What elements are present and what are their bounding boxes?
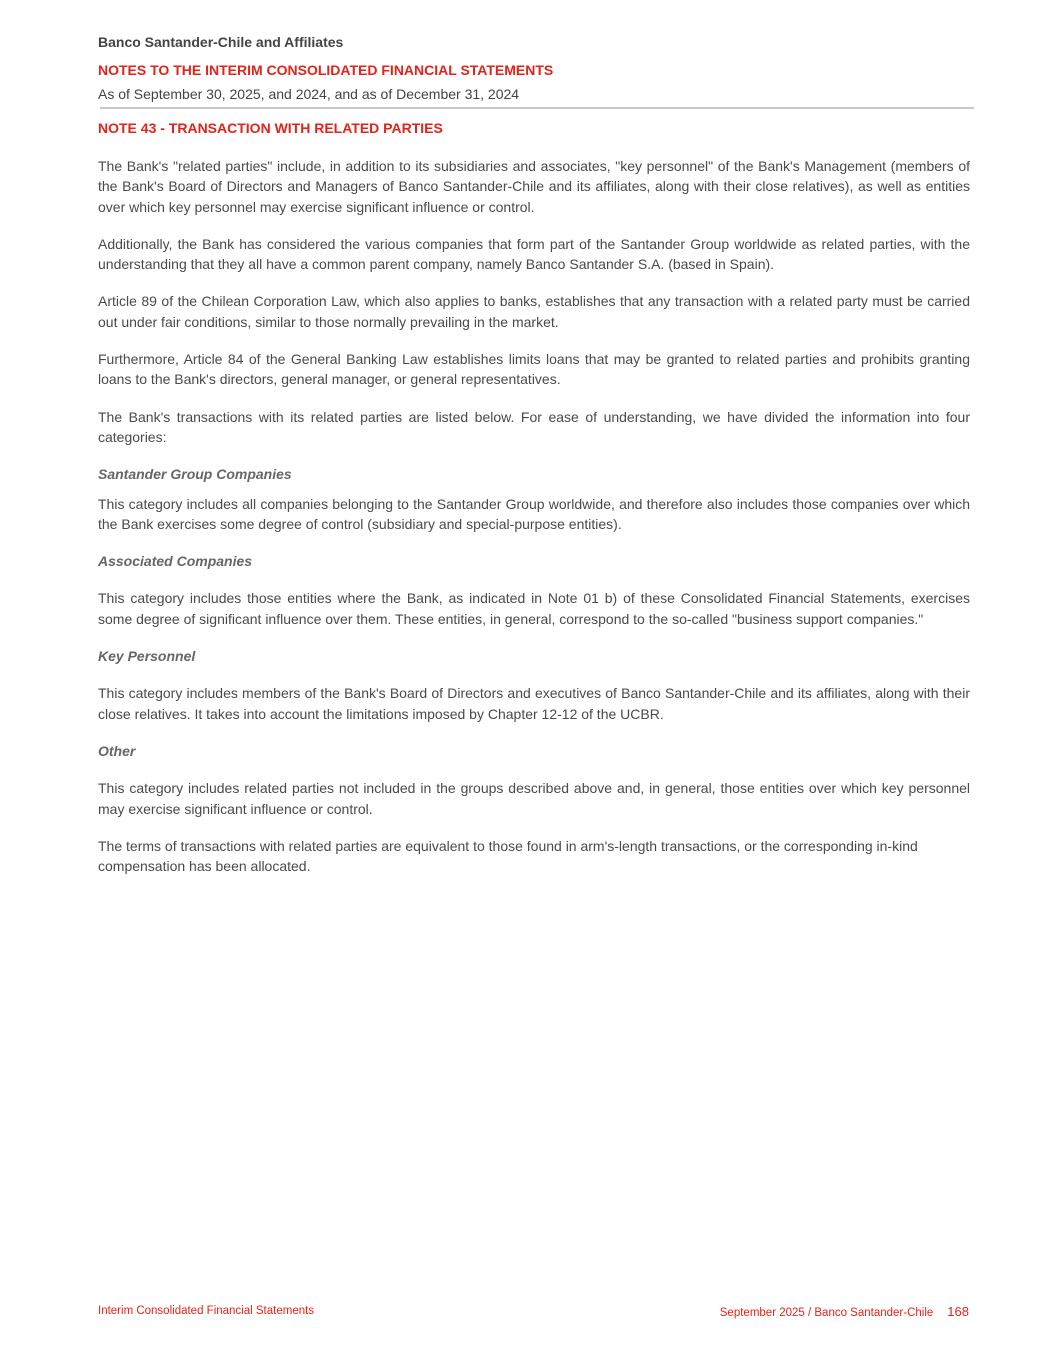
reporting-period: As of September 30, 2025, and 2024, and as of December 31, 2024 — [98, 86, 520, 102]
intro-paragraph-4: Furthermore, Article 84 of the General Banking Law establishes limits loans that may be granted to related parties and prohibits granting loans to the Bank's directors, general manager, or general representatives. — [98, 351, 970, 388]
category-heading-key-personnel: Key Personnel — [98, 648, 196, 665]
notes-section-title: NOTES TO THE INTERIM CONSOLIDATED FINANCIAL STATEMENTS — [98, 62, 554, 78]
category-text-other: This category includes related parties not included in the groups described above and, in general, those entities over which key personnel may exercise significant influence or control. — [98, 780, 970, 817]
category-heading-associated: Associated Companies — [98, 553, 253, 570]
category-heading-santander-group: Santander Group Companies — [98, 466, 292, 483]
category-heading-other: Other — [98, 742, 136, 759]
footer-period-label: September 2025 / Banco Santander-Chile — [719, 1307, 934, 1319]
category-text-associated: This category includes those entities where the Bank, as indicated in Note 01 b) of these Consolidated Financial Statements, exercises some degree of significant influence over them. These entities, in general, correspond to the so-called "business support companies." — [98, 590, 970, 627]
category-text-santander-group: This category includes all companies belonging to the Santander Group worldwide, and therefore also includes those companies over which the Bank exercises some degree of control (subsidiary and special-purpose entities). — [98, 495, 970, 532]
company-name: Banco Santander-Chile and Affiliates — [98, 34, 344, 50]
intro-paragraph-5: The Bank's transactions with its related parties are listed below. For ease of understanding, we have divided the information into four categories: — [98, 408, 970, 445]
note-body — [98, 156, 970, 893]
page-number: 168 — [947, 1304, 969, 1319]
header-divider — [100, 107, 974, 109]
intro-paragraph-1: The Bank's "related parties" include, in addition to its subsidiaries and associates, "key personnel" of the Bank's Management (members of the Bank's Board of Directors and Managers of Banco Santander-Chile and its affiliates, along with their close relatives), as well as entities over which key personnel may exercise significant influence or control. — [98, 158, 970, 215]
footer-right — [720, 1303, 969, 1321]
footer-document-title: Interim Consolidated Financial Statements — [98, 1305, 315, 1317]
note-title: NOTE 43 - TRANSACTION WITH RELATED PARTIES — [98, 120, 443, 136]
category-text-key-personnel: This category includes members of the Bank's Board of Directors and executives of Banco Santander-Chile and its affiliates, along with their close relatives. It takes into account the limitations imposed by Chapter 12-12 of the UCBR. — [98, 685, 970, 722]
intro-paragraph-2: Additionally, the Bank has considered the various companies that form part of the Santander Group worldwide as related parties, with the understanding that they all have a common parent company, namely Banco Santander S.A. (based in Spain). — [98, 235, 970, 273]
closing-paragraph: The terms of transactions with related parties are equivalent to those found in arm's-length transactions, or the corresponding in-kind compensation has been allocated. — [98, 837, 918, 875]
intro-paragraph-3: Article 89 of the Chilean Corporation Law, which also applies to banks, establishes that any transaction with a related party must be carried out under fair conditions, similar to those normally prevailing in the market. — [98, 293, 970, 330]
